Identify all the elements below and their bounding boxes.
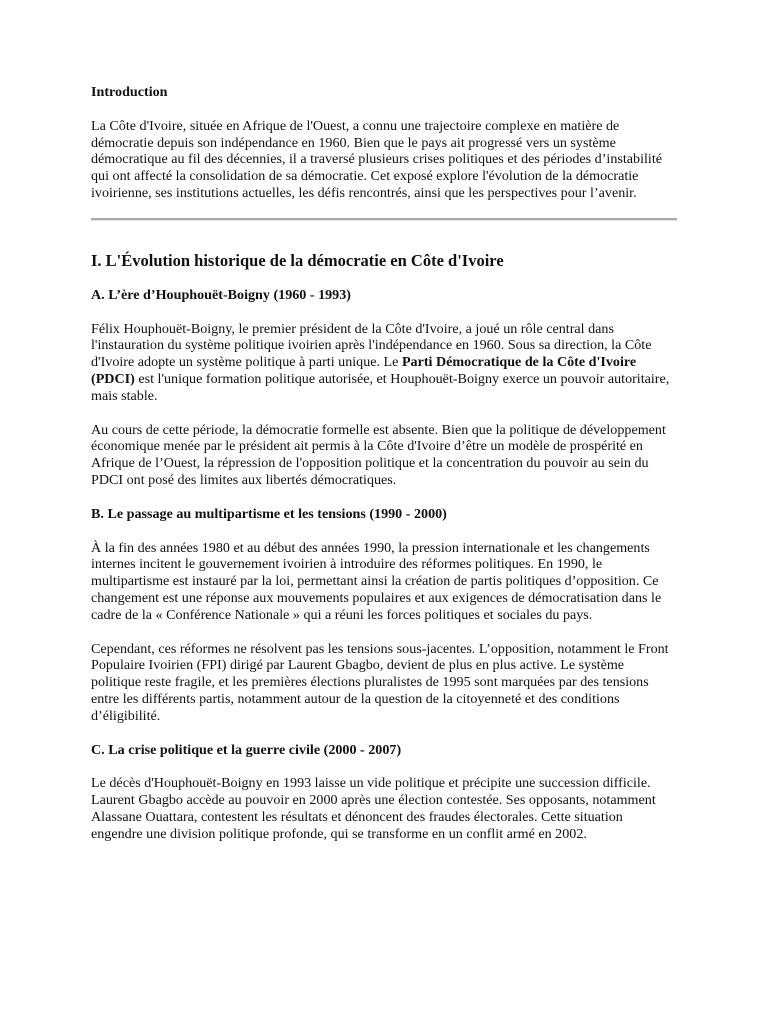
- paragraph-text: Félix Houphouët-Boigny, le premier président de la Côte d'Ivoire, a joué un rôle central dans l'instauration du système politique ivoirien après l'indépendance en 1960. Sous sa direction, la Côte d'Ivoire adopte un système politique à parti unique. Le: [91, 320, 652, 371]
- document-page: [91, 84, 677, 843]
- party-name-bold: Parti Démocratique de la Côte d'Ivoire (PDCI): [91, 354, 637, 387]
- intro-paragraph: La Côte d'Ivoire, située en Afrique de l'Ouest, a connu une trajectoire complexe en matière de démocratie depuis son indépendance en 1960. Bien que le pays ait progressé vers un système démocratique au fil des décennies, il a traversé plusieurs crises politiques et des périodes d’instabilité qui ont affecté la consolidation de sa démocratie. Cet exposé explore l'évolution de la démocratie ivoirienne, ses institutions actuelles, les défis rencontrés, ainsi que les perspectives pour l’avenir.: [91, 117, 663, 201]
- paragraph-text: est l'unique formation politique autorisée, et Houphouët-Boigny exerce un pouvoir autoritaire, mais stable.: [91, 370, 670, 404]
- subsection-c-paragraph-1: Le décès d'Houphouët-Boigny en 1993 laisse un vide politique et précipite une succession difficile. Laurent Gbagbo accède au pouvoir en 2000 après une élection contestée. Ses opposants, notamment Alassane Ouattara, contestent les résultats et dénoncent des fraudes électorales. Cette situation engendre une division politique profonde, qui se transforme en un conflit armé en 2002.: [91, 775, 656, 842]
- subsection-a-paragraph-2: Au cours de cette période, la démocratie formelle est absente. Bien que la politique de développement économique menée par le président ait permis à la Côte d'Ivoire d’être un modèle de prospérité en Afrique de l’Ouest, la répression de l'opposition politique et la concentration du pouvoir au sein du PDCI ont posé des limites aux libertés démocratiques.: [91, 421, 666, 488]
- subsection-a-title: A. L’ère d’Houphouët-Boigny (1960 - 1993): [91, 286, 351, 303]
- subsection-b-paragraph-1: À la fin des années 1980 et au début des années 1990, la pression internationale et les changements internes incitent le gouvernement ivoirien à introduire des réformes politiques. En 1990, le multipartisme est instauré par la loi, permettant ainsi la création de partis politiques d’opposition. Ce changement est une réponse aux mouvements populaires et aux exigences de démocratisation dans le cadre de la « Conférence Nationale » qui a réuni les forces politiques et sociales du pays.: [91, 539, 662, 623]
- intro-heading: Introduction: [91, 84, 168, 100]
- subsection-a-paragraph-1: [91, 321, 677, 405]
- subsection-b-paragraph-2: Cependant, ces réformes ne résolvent pas les tensions sous-jacentes. L’opposition, notamment le Front Populaire Ivoirien (FPI) dirigé par Laurent Gbagbo, devient de plus en plus active. Le système politique reste fragile, et les premières élections pluralistes de 1995 sont marquées par des tensions entre les différents partis, notamment autour de la question de la citoyenneté et des conditions d’éligibilité.: [91, 640, 669, 724]
- subsection-c-title: C. La crise politique et la guerre civile (2000 - 2007): [91, 741, 402, 758]
- section-title: I. L'Évolution historique de la démocratie en Côte d'Ivoire: [91, 250, 504, 270]
- subsection-b-title: B. Le passage au multipartisme et les tensions (1990 - 2000): [91, 505, 447, 522]
